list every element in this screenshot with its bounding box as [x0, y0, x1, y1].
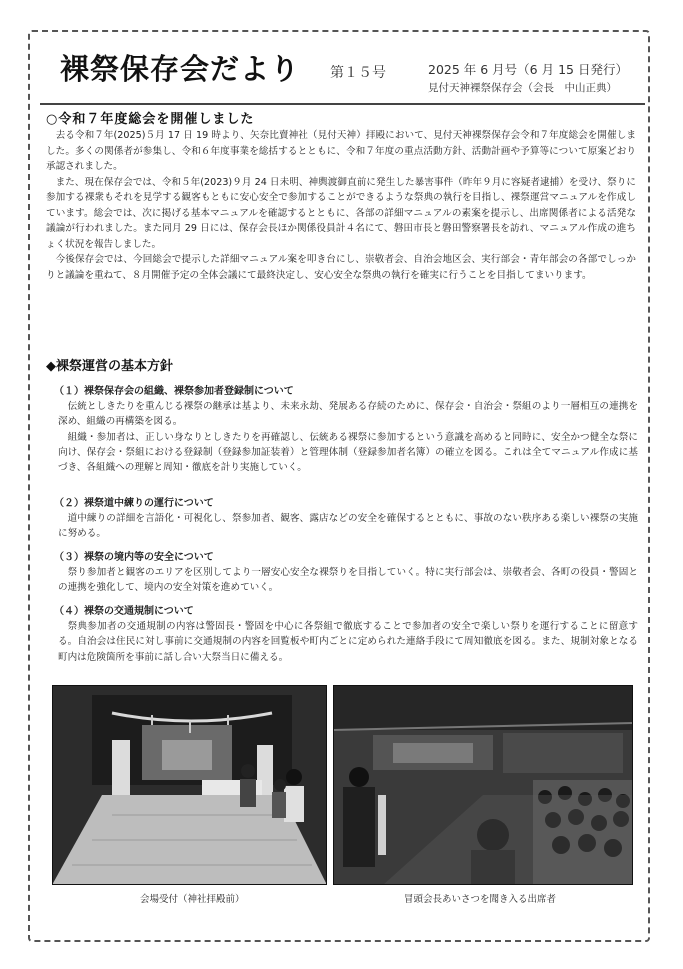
policy-2-body	[58, 511, 638, 542]
policy-4-title: （４）裸祭の交通規制について	[54, 606, 194, 617]
section1-body	[46, 128, 636, 283]
policy-1-body	[58, 399, 638, 475]
paragraph: 祭り参加者と観客のエリアを区別してより一層安心安全な裸祭りを目指していく。特に実行部会は、崇敬者会、各町の役員・警固との連携を強化して、境内の安全対策を進めていく。	[58, 567, 638, 594]
right-photo-caption: 冒頭会長あいさつを聞き入る出席者	[404, 894, 557, 905]
paragraph: 去る令和７年(2025)５月 17 日 19 時より、矢奈比賣神社（見付天神）拝殿において、見付天神裸祭保存会令和７年度総会を開催しました。多くの関係者が参集し、令和６年度事業を総括するとともに、令和７年度の重点活動方針、活動計画や予算等について原案どおり承認されました。	[46, 130, 636, 172]
title-divider	[40, 103, 645, 105]
section1-heading: ○令和７年度総会を開催しました	[46, 112, 255, 127]
reception-photo	[52, 685, 327, 885]
paragraph: 伝統としきたりを重んじる裸祭の継承は基より、未来永劫、発展ある存続のために、保存会・自治会・祭組のより一層相互の連携を深め、組織の再構築を図る。	[58, 401, 638, 428]
paragraph: また、現在保存会では、令和５年(2023)９月 24 日未明、神輿渡御直前に発生した暴害事件（昨年９月に容疑者逮捕）を受け、祭りに参加する裸衆もそれを見学する観客もともに安心安全で参加することができるような祭典の執行を目指し、裸祭運営マニュアルを作成しています。総会では、次に掲げる基本マニュアルを確認するとともに、各部の詳細マニュアルの素案を提示し、出席関係者による活発な議論が行われました。また同月 29 日には、保存会長ほか関係役員計４名にて、磐田市長と磐田警察署長を訪れ、マニュアル作成の進ちょく状況を報告しました。	[46, 176, 636, 250]
issue-date: 2025 年 6 月号（6 月 15 日発行）	[428, 62, 628, 77]
paragraph: 道中練りの詳細を言語化・可視化し、祭参加者、観客、露店などの安全を確保するとともに、事故のない秩序ある楽しい裸祭の実施に努める。	[58, 513, 638, 540]
publisher: 見付天神裸祭保存会（会長 中山正典）	[428, 82, 617, 94]
policy-3-body	[58, 565, 638, 596]
policy-4-body	[58, 619, 638, 665]
section2-heading: ◆裸祭運営の基本方針	[46, 359, 173, 374]
paragraph: 組織・参加者は、正しい身なりとしきたりを再確認し、伝統ある裸祭に参加するという意識を高めると同時に、安全かつ健全な祭に向け、保存会・祭組における登録制（登録参加証装着）と管理体制（登録参加者名簿）の確立を図る。これは全てマニュアル作成に基づき、各組織への理解と周知・徹底を計り実施していく。	[58, 431, 638, 474]
paragraph: 今後保存会では、今回総会で提示した詳細マニュアル案を叩き台にし、崇敬者会、自治会地区会、実行部会・青年部会の各部でしっかりと議論を重ねて、８月開催予定の全体会議にて最終決定し、安心安全な祭典の執行を確実に行うことを目指してまいります。	[46, 254, 636, 281]
newsletter-title: 裸祭保存会だより	[60, 52, 301, 86]
paragraph: 祭典参加者の交通規制の内容は警固長・警固を中心に各祭組で徹底することで参加者の安全で楽しい祭りを運行することに留意する。自治会は住民に対し事前に交通規制の内容を回覧板や町内ごとに定められた連絡手段にて周知徹底を図る。また、規制対象となる町内は危険箇所を事前に話し合い大祭当日に備える。	[58, 621, 638, 663]
policy-2-title: （２）裸祭道中練りの運行について	[54, 498, 214, 509]
masthead	[60, 52, 300, 86]
left-photo-caption: 会場受付（神社拝殿前）	[140, 894, 245, 905]
policy-3-title: （３）裸祭の境内等の安全について	[54, 552, 214, 563]
issue-number: 第１５号	[330, 65, 386, 81]
meeting-photo	[333, 685, 633, 885]
policy-1-title: （１）裸祭保存会の組織、裸祭参加者登録制について	[54, 386, 294, 397]
